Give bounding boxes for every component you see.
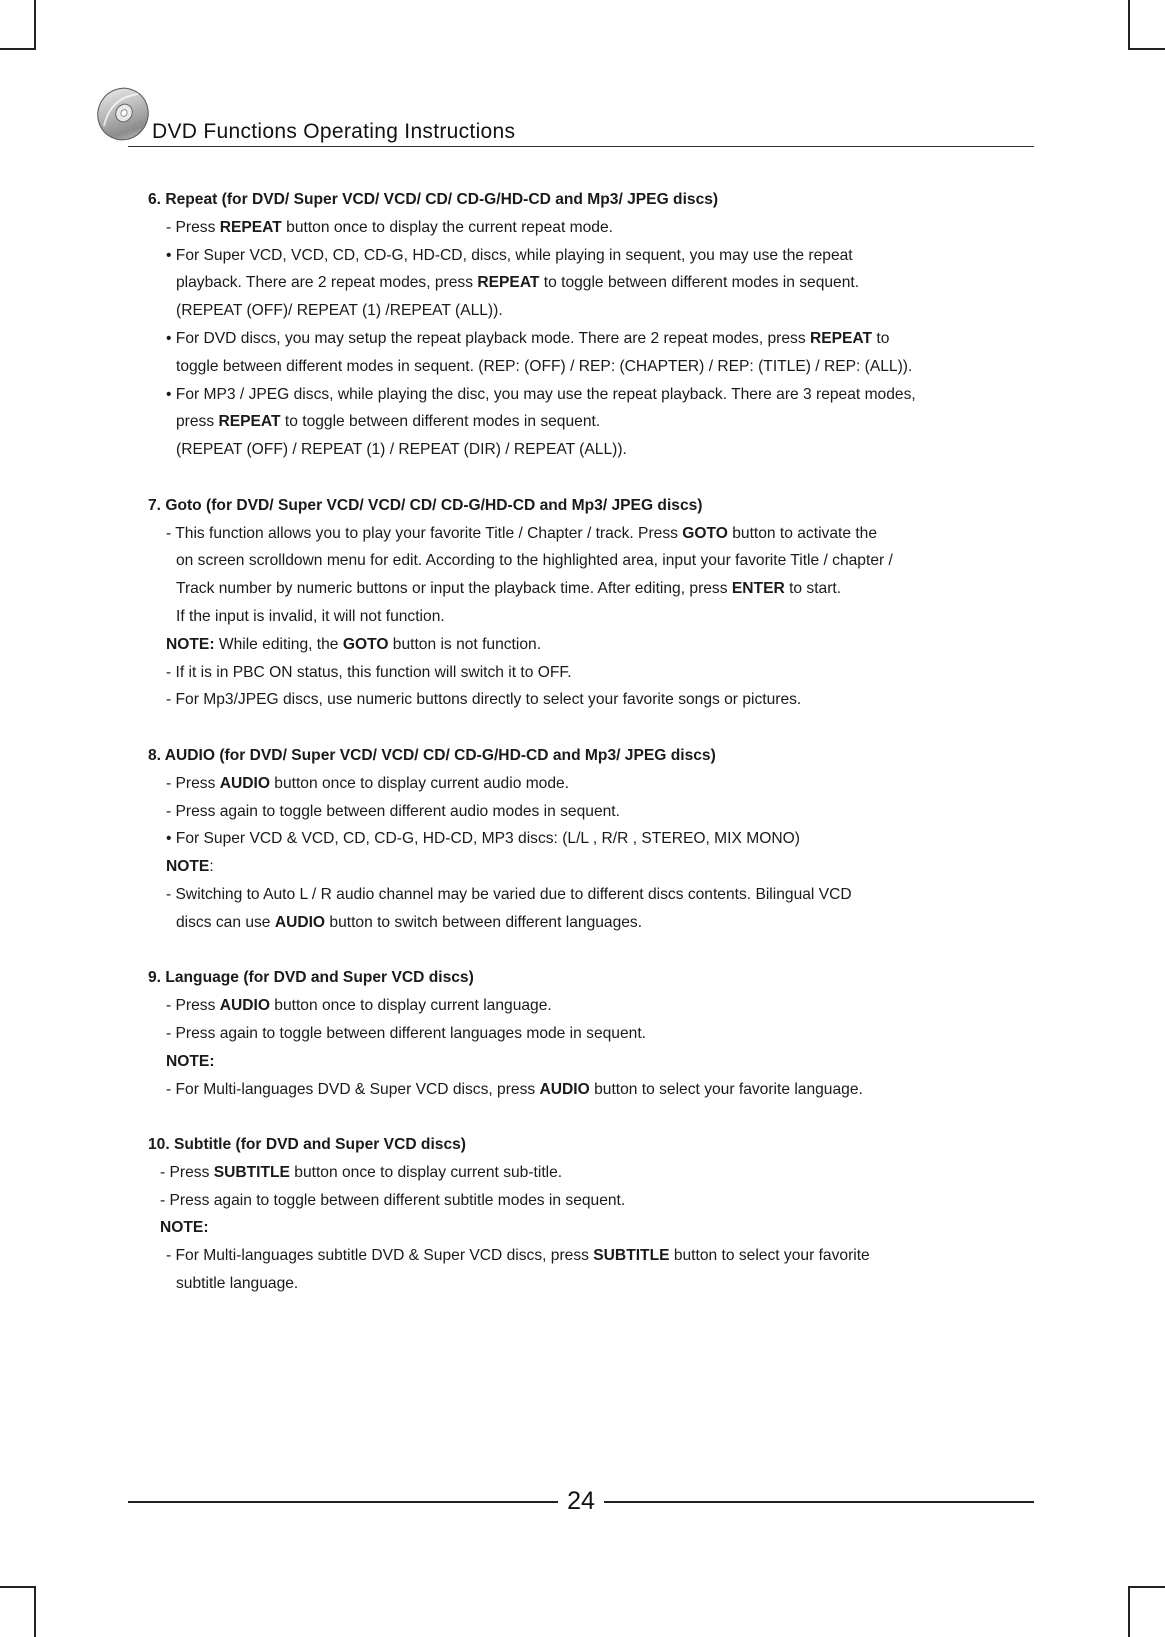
crop-mark bbox=[1128, 0, 1130, 50]
bold-keyword: NOTE: bbox=[166, 1052, 215, 1070]
line-text: button to switch between different languages. bbox=[325, 913, 643, 931]
line-text: While editing, the bbox=[214, 635, 343, 653]
line-text: button once to display current language. bbox=[269, 997, 552, 1015]
bold-keyword: REPEAT bbox=[218, 413, 281, 431]
line-text: playback. There are 2 repeat modes, press bbox=[176, 274, 478, 292]
bold-keyword: SUBTITLE bbox=[213, 1163, 290, 1181]
instruction-line bbox=[148, 1020, 1028, 1048]
line-text: - Press again to toggle between different languages mode in sequent. bbox=[166, 1024, 646, 1042]
instruction-line bbox=[148, 297, 1028, 325]
footer-divider-right bbox=[604, 1501, 1034, 1503]
bold-keyword: NOTE: bbox=[160, 1219, 209, 1237]
line-text: (REPEAT (OFF) / REPEAT (1) / REPEAT (DIR) / REPEAT (ALL)). bbox=[176, 441, 627, 459]
crop-mark bbox=[0, 48, 36, 50]
bold-keyword: GOTO bbox=[682, 524, 728, 542]
instruction-line bbox=[148, 992, 1028, 1020]
bold-keyword: REPEAT bbox=[219, 218, 282, 236]
line-text: to toggle between different modes in sequent. bbox=[539, 274, 860, 292]
crop-mark bbox=[1128, 1586, 1165, 1588]
line-text: button to activate the bbox=[727, 524, 878, 542]
line-text: to bbox=[872, 329, 890, 347]
disc-icon bbox=[96, 86, 154, 144]
instruction-line bbox=[148, 436, 1028, 464]
line-text: - Press bbox=[166, 218, 220, 236]
instruction-line bbox=[148, 269, 1028, 297]
section-subtitle bbox=[148, 1131, 1028, 1298]
section-heading: 10. Subtitle (for DVD and Super VCD discs) bbox=[148, 1136, 466, 1154]
instruction-line bbox=[148, 325, 1028, 353]
instruction-line bbox=[148, 1214, 1028, 1242]
instruction-line bbox=[148, 1076, 1028, 1104]
instruction-line bbox=[148, 770, 1028, 798]
line-text: button is not function. bbox=[388, 635, 542, 653]
crop-mark bbox=[1128, 48, 1165, 50]
line-text: - Press again to toggle between different subtitle modes in sequent. bbox=[160, 1191, 626, 1209]
instructions-content bbox=[148, 186, 1028, 1326]
line-text: button once to display current audio mode. bbox=[269, 774, 570, 792]
instruction-line bbox=[148, 575, 1028, 603]
crop-mark bbox=[34, 0, 36, 50]
bold-keyword: AUDIO bbox=[219, 774, 270, 792]
line-text: • For Super VCD & VCD, CD, CD-G, HD-CD, MP3 discs: (L/L , R/R , STEREO, MIX MONO) bbox=[166, 830, 800, 848]
bold-keyword: GOTO bbox=[342, 635, 389, 653]
crop-mark bbox=[1128, 1586, 1130, 1637]
instruction-line bbox=[148, 1242, 1028, 1270]
line-text: If the input is invalid, it will not function. bbox=[176, 607, 445, 625]
instruction-line bbox=[148, 381, 1028, 409]
line-text: - Switching to Auto L / R audio channel may be varied due to different discs contents. Bilingual VCD bbox=[166, 885, 852, 903]
instruction-line bbox=[148, 686, 1028, 714]
instruction-line bbox=[148, 353, 1028, 381]
instruction-line bbox=[148, 825, 1028, 853]
line-text: • For Super VCD, VCD, CD, CD-G, HD-CD, discs, while playing in sequent, you may use the repeat bbox=[166, 246, 853, 264]
line-text: - For Mp3/JPEG discs, use numeric buttons directly to select your favorite songs or pictures. bbox=[166, 691, 802, 709]
line-text: Track number by numeric buttons or input the playback time. After editing, press bbox=[176, 580, 732, 598]
bold-keyword: AUDIO bbox=[219, 997, 270, 1015]
line-text: button to select your favorite bbox=[669, 1247, 870, 1265]
instruction-line bbox=[148, 547, 1028, 575]
section-repeat bbox=[148, 186, 1028, 464]
line-text: • For MP3 / JPEG discs, while playing the disc, you may use the repeat playback. There are 3 repeat modes, bbox=[166, 385, 916, 403]
section-goto bbox=[148, 492, 1028, 714]
instruction-line bbox=[148, 1048, 1028, 1076]
bold-keyword: REPEAT bbox=[477, 274, 540, 292]
instruction-line bbox=[148, 631, 1028, 659]
line-text: : bbox=[209, 858, 214, 876]
instruction-line bbox=[148, 1159, 1028, 1187]
line-text: - Press bbox=[160, 1163, 214, 1181]
bold-keyword: ENTER bbox=[731, 580, 785, 598]
line-text: subtitle language. bbox=[176, 1275, 299, 1293]
page-footer bbox=[128, 1484, 1034, 1520]
page-title: DVD Functions Operating Instructions bbox=[152, 120, 516, 143]
bold-keyword: AUDIO bbox=[539, 1080, 590, 1098]
instruction-line bbox=[148, 881, 1028, 909]
line-text: to start. bbox=[784, 580, 842, 598]
section-heading: 8. AUDIO (for DVD/ Super VCD/ VCD/ CD/ CD-G/HD-CD and Mp3/ JPEG discs) bbox=[148, 746, 716, 764]
line-text: - For Multi-languages DVD & Super VCD discs, press bbox=[166, 1080, 540, 1098]
instruction-line bbox=[148, 603, 1028, 631]
section-heading: 6. Repeat (for DVD/ Super VCD/ VCD/ CD/ CD-G/HD-CD and Mp3/ JPEG discs) bbox=[148, 191, 719, 208]
instruction-line bbox=[148, 798, 1028, 826]
bold-keyword: REPEAT bbox=[809, 329, 873, 347]
instruction-line bbox=[148, 1187, 1028, 1215]
instruction-line bbox=[148, 242, 1028, 270]
instruction-line bbox=[148, 520, 1028, 548]
bold-keyword: SUBTITLE bbox=[593, 1247, 670, 1265]
header-divider bbox=[128, 146, 1034, 147]
instruction-line bbox=[148, 659, 1028, 687]
page-number: 24 bbox=[567, 1487, 595, 1515]
line-text: - Press again to toggle between different audio modes in sequent. bbox=[166, 802, 620, 820]
line-text: (REPEAT (OFF)/ REPEAT (1) /REPEAT (ALL)). bbox=[176, 302, 503, 320]
line-text: - For Multi-languages subtitle DVD & Super VCD discs, press bbox=[166, 1247, 594, 1265]
line-text: - This function allows you to play your favorite Title / Chapter / track. Press bbox=[166, 524, 683, 542]
instruction-line bbox=[148, 214, 1028, 242]
section-language bbox=[148, 964, 1028, 1103]
section-audio bbox=[148, 742, 1028, 937]
line-text: toggle between different modes in sequent. (REP: (OFF) / REP: (CHAPTER) / REP: (TITLE) / REP: (ALL)). bbox=[176, 357, 913, 375]
footer-divider-left bbox=[128, 1501, 558, 1503]
line-text: to toggle between different modes in sequent. bbox=[280, 413, 601, 431]
line-text: button once to display the current repeat mode. bbox=[281, 218, 613, 236]
bold-keyword: AUDIO bbox=[274, 913, 326, 931]
line-text: - Press bbox=[166, 774, 220, 792]
line-text: press bbox=[176, 413, 219, 431]
line-text: button to select your favorite language. bbox=[589, 1080, 863, 1098]
crop-mark bbox=[34, 1586, 36, 1637]
section-heading: 9. Language (for DVD and Super VCD discs) bbox=[148, 969, 474, 987]
line-text: - Press bbox=[166, 997, 220, 1015]
instruction-line bbox=[148, 408, 1028, 436]
line-text: • For DVD discs, you may setup the repeat playback mode. There are 2 repeat modes, press bbox=[166, 329, 810, 347]
line-text: button once to display current sub-title. bbox=[289, 1163, 563, 1181]
bold-keyword: NOTE: bbox=[166, 635, 215, 653]
crop-mark bbox=[0, 1586, 36, 1588]
instruction-line bbox=[148, 853, 1028, 881]
instruction-line bbox=[148, 909, 1028, 937]
section-heading: 7. Goto (for DVD/ Super VCD/ VCD/ CD/ CD-G/HD-CD and Mp3/ JPEG discs) bbox=[148, 496, 703, 514]
instruction-line bbox=[148, 1270, 1028, 1298]
bold-keyword: NOTE bbox=[166, 858, 210, 876]
line-text: discs can use bbox=[176, 913, 275, 931]
line-text: on screen scrolldown menu for edit. According to the highlighted area, input your favorite Title / chapter / bbox=[176, 552, 893, 570]
page-header bbox=[96, 86, 1034, 148]
line-text: - If it is in PBC ON status, this function will switch it to OFF. bbox=[166, 663, 572, 681]
